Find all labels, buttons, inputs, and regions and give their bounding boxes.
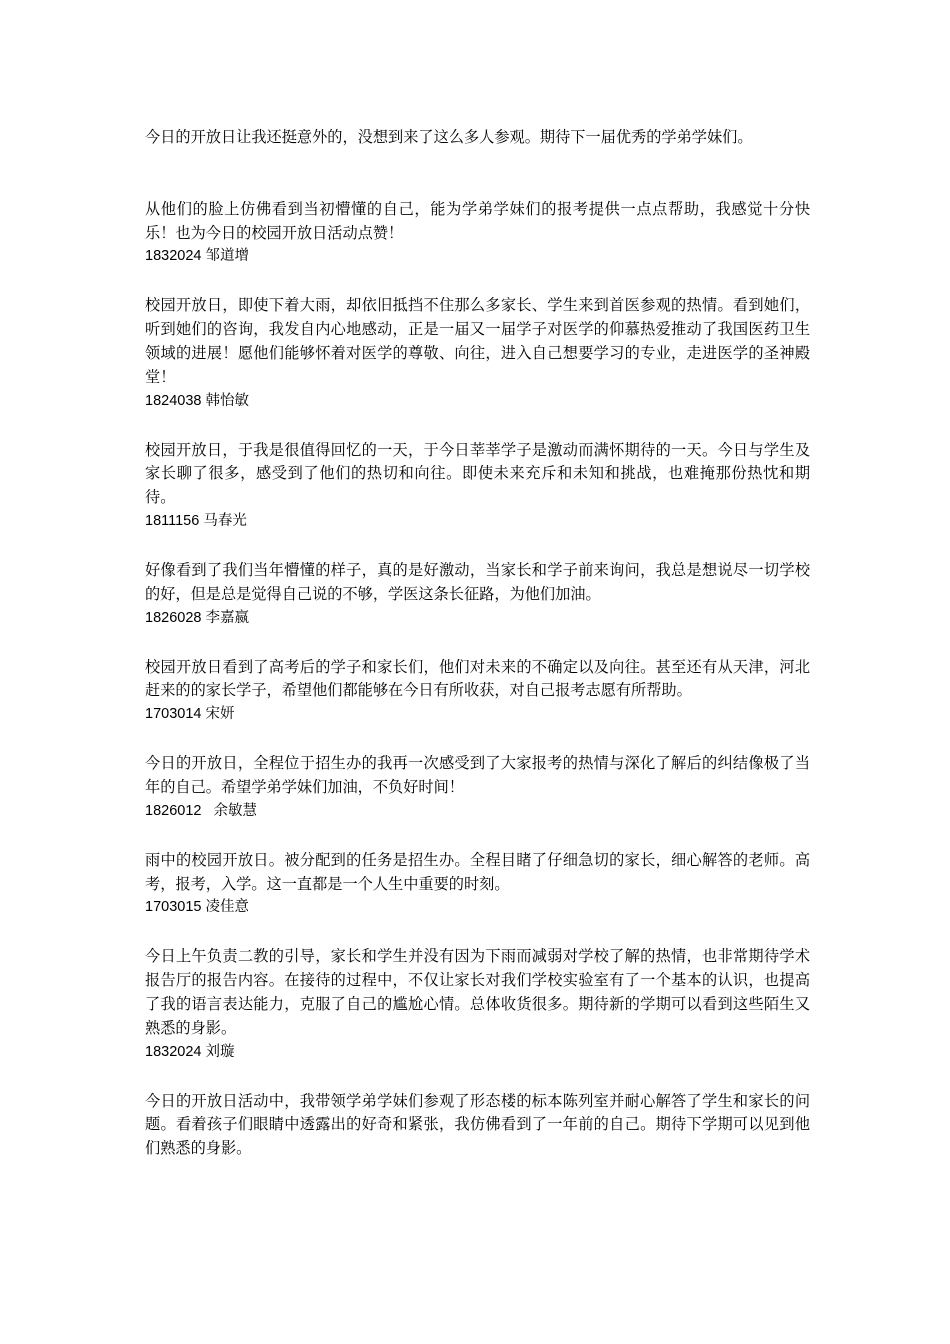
entry-1	[145, 126, 810, 150]
document-page	[145, 126, 810, 1161]
entry-text: 从他们的脸上仿佛看到当初懵懂的自己，能为学弟学妹们的报考提供一点点帮助，我感觉十分快乐！也为今日的校园开放日活动点赞！	[145, 199, 810, 242]
entry-signature: 1832024 邹道增	[145, 248, 249, 265]
entry-signature: 1703014 宋妍	[145, 706, 235, 723]
entry-10	[145, 1090, 810, 1161]
entry-signature: 1811156 马春光	[145, 512, 247, 529]
entry-text: 今日上午负责二教的引导，家长和学生并没有因为下雨而减弱对学校了解的热情，也非常期待学术报告厅的报告内容。在接待的过程中，不仅让家长对我们学校实验室有了一个基本的认识，也提高了我的语言表达能力，克服了自己的尴尬心情。总体收货很多。期待新的学期可以看到这些陌生又熟悉的身影。	[145, 947, 810, 1037]
entry-signature: 1703015 凌佳意	[145, 899, 249, 916]
entry-signature: 1826012 余敏慧	[145, 802, 258, 819]
entry-signature: 1832024 刘璇	[145, 1043, 235, 1060]
entry-text: 雨中的校园开放日。被分配到的任务是招生办。全程目睹了仔细急切的家长，细心解答的老师。高考，报考，入学。这一直都是一个人生中重要的时刻。	[145, 850, 810, 893]
entry-signature: 1826028 李嘉嬴	[145, 609, 249, 626]
entry-text: 校园开放日，于我是很值得回忆的一天，于今日莘莘学子是激动而满怀期待的一天。今日与学生及家长聊了很多，感受到了他们的热切和向往。即使未来充斥和未知和挑战，也难掩那份热忱和期待。	[145, 440, 810, 507]
entry-2	[145, 198, 810, 269]
entry-text: 今日的开放日活动中，我带领学弟学妹们参观了形态楼的标本陈列室并耐心解答了学生和家长的问题。看着孩子们眼睛中透露出的好奇和紧张，我仿佛看到了一年前的自己。期待下学期可以见到他们熟悉的身影。	[145, 1091, 810, 1158]
entry-5	[145, 559, 810, 630]
entry-4	[145, 439, 810, 533]
entry-text: 好像看到了我们当年懵懂的样子，真的是好激动，当家长和学子前来询问，我总是想说尽一切学校的好，但是总是觉得自己说的不够，学医这条长征路，为他们加油。	[145, 560, 810, 603]
entry-signature: 1824038 韩怡敏	[145, 392, 249, 409]
entry-3	[145, 294, 810, 412]
entry-6	[145, 656, 810, 727]
entry-7	[145, 752, 810, 823]
entry-9	[145, 945, 810, 1063]
entry-8	[145, 849, 810, 920]
entry-text: 校园开放日，即使下着大雨，却依旧抵挡不住那么多家长、学生来到首医参观的热情。看到她们，听到她们的咨询，我发自内心地感动，正是一届又一届学子对医学的仰慕热爱推动了我国医药卫生领域的进展！愿他们能够怀着对医学的尊敬、向往，进入自己想要学习的专业，走进医学的圣神殿堂！	[145, 296, 810, 386]
entry-text: 今日的开放日，全程位于招生办的我再一次感受到了大家报考的热情与深化了解后的纠结像极了当年的自己。希望学弟学妹们加油，不负好时间！	[145, 754, 810, 796]
entry-text: 校园开放日看到了高考后的学子和家长们，他们对未来的不确定以及向往。甚至还有从天津，河北赶来的的家长学子，希望他们都能够在今日有所收获，对自己报考志愿有所帮助。	[145, 657, 810, 700]
entry-text: 今日的开放日让我还挺意外的，没想到来了这么多人参观。期待下一届优秀的学弟学妹们。	[145, 128, 753, 146]
